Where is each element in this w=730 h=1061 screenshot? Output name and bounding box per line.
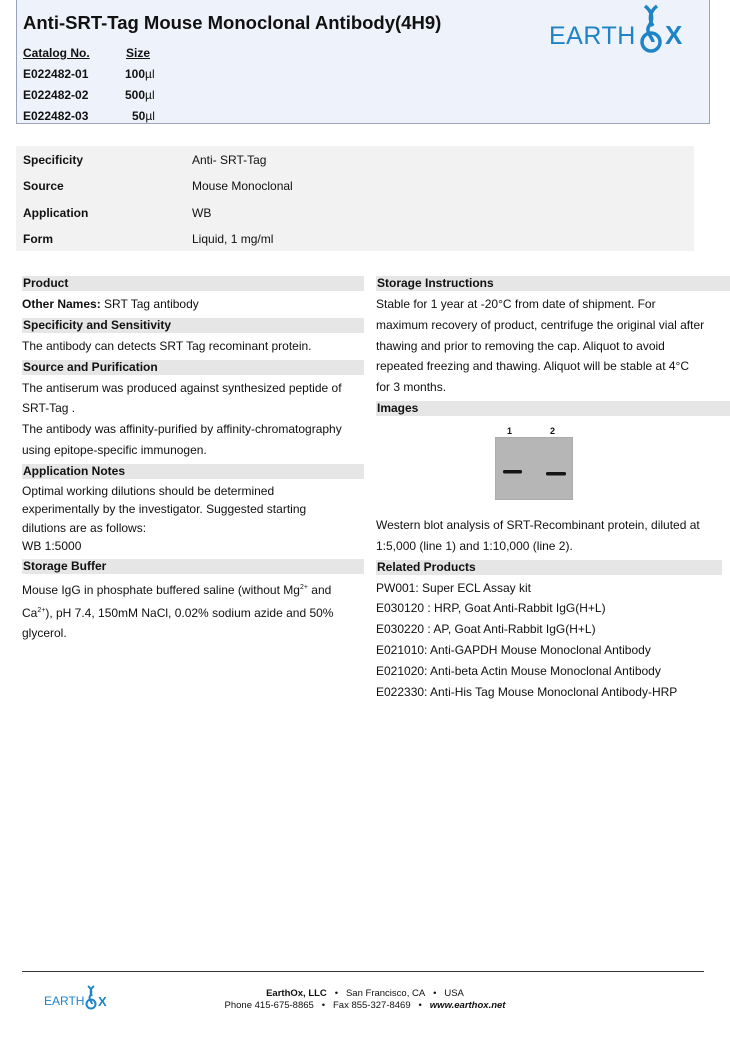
- storage-text: for 3 months.: [376, 380, 447, 395]
- section-title-storage: Storage Instructions: [376, 276, 730, 291]
- section-title-source: Source and Purification: [22, 360, 364, 375]
- image-caption: Western blot analysis of SRT-Recombinant protein, diluted at: [376, 517, 700, 532]
- related-product: E022330: Anti-His Tag Mouse Monoclonal Antibody-HRP: [376, 684, 678, 699]
- section-title-product: Product: [22, 276, 364, 291]
- size-value: 100µl: [125, 67, 155, 81]
- buffer-text: $Ca^{2+}$), pH 7.4, 150mM NaCl, 0.02% sodium azide and 50%: [22, 605, 334, 620]
- catalog-number: E022482-01: [23, 67, 89, 81]
- related-product: E030220 : AP, Goat Anti-Rabbit IgG(H+L): [376, 622, 596, 637]
- specificity-text: The antibody can detects SRT Tag recominant protein.: [22, 338, 312, 353]
- catalog-number: E022482-03: [23, 109, 89, 123]
- source-text: The antiserum was produced against synthesized peptide of: [22, 380, 342, 395]
- product-header: [16, 0, 710, 124]
- application-note-line: Optimal working dilutions should be determined: [22, 483, 275, 498]
- section-title-buffer: Storage Buffer: [22, 559, 364, 574]
- spec-label: Application: [23, 206, 89, 220]
- storage-text: maximum recovery of product, centrifuge the original vial after: [376, 317, 705, 332]
- earthox-logo: [549, 2, 699, 58]
- related-product: PW001: Super ECL Assay kit: [376, 580, 531, 595]
- spec-value: Mouse Monoclonal: [192, 179, 293, 193]
- right-column: [376, 273, 730, 702]
- svg-text:EARTH: EARTH: [549, 22, 636, 50]
- catalog-number: E022482-02: [23, 88, 89, 102]
- source-text: using epitope-specific immunogen.: [22, 442, 207, 457]
- spec-label: Source: [23, 179, 64, 193]
- svg-text:X: X: [665, 20, 683, 50]
- spec-label: Specificity: [23, 153, 84, 167]
- image-caption: 1:5,000 (line 1) and 1:10,000 (line 2).: [376, 538, 573, 553]
- footer-address: EarthOx, LLC • San Francisco, CA • USA: [266, 988, 464, 999]
- western-blot-figure: [376, 419, 730, 515]
- size-value: 500µl: [125, 88, 155, 102]
- lane-label: 2: [550, 425, 556, 436]
- other-names: Other Names: SRT Tag antibody: [22, 297, 199, 311]
- application-note-line: experimentally by the investigator. Suggested starting: [22, 502, 307, 517]
- website-link[interactable]: www.earthox.net: [429, 1000, 506, 1011]
- spec-value: WB: [192, 206, 212, 220]
- catalog-header: Catalog No.: [23, 46, 90, 60]
- source-text: SRT-Tag .: [22, 401, 76, 416]
- buffer-text: glycerol.: [22, 626, 67, 641]
- source-text: The antibody was affinity-purified by affinity-chromatography: [22, 422, 342, 437]
- spec-value: Liquid, 1 mg/ml: [192, 232, 274, 246]
- spec-value: Anti- SRT-Tag: [192, 153, 267, 167]
- related-product: E021010: Anti-GAPDH Mouse Monoclonal Antibody: [376, 642, 651, 657]
- svg-text:EARTH: EARTH: [44, 994, 85, 1008]
- size-header: Size: [126, 46, 151, 60]
- lane-label: 1: [507, 425, 513, 436]
- storage-text: repeated freezing and thawing. Aliquot will be stable at 4°C: [376, 359, 689, 374]
- application-note-line: WB 1:5000: [22, 539, 82, 554]
- section-title-related: Related Products: [376, 560, 722, 575]
- blot-image: [495, 437, 573, 500]
- section-title-images: Images: [376, 401, 730, 416]
- section-title-application: Application Notes: [22, 464, 364, 479]
- svg-text:X: X: [98, 994, 107, 1009]
- related-product: E021020: Anti-beta Actin Mouse Monoclonal Antibody: [376, 663, 661, 678]
- application-note-line: dilutions are as follows:: [22, 520, 147, 535]
- buffer-text: Mouse IgG in phosphate buffered saline (without $Mg^{2+}$ and: [22, 582, 332, 597]
- left-column: [22, 273, 364, 644]
- application-notes: [22, 482, 364, 556]
- size-value: 50µl: [132, 109, 155, 123]
- footer-logo: [44, 984, 114, 1012]
- footer-divider: [22, 971, 704, 972]
- page-title: Anti-SRT-Tag Mouse Monoclonal Antibody(4H9): [23, 12, 442, 33]
- footer-contact: Phone 415-675-8865 • Fax 855-327-8469 • www.earthox.net: [224, 1000, 506, 1011]
- related-product: E030120 : HRP, Goat Anti-Rabbit IgG(H+L): [376, 601, 606, 616]
- storage-text: Stable for 1 year at -20°C from date of shipment. For: [376, 297, 656, 311]
- spec-label: Form: [23, 232, 53, 246]
- storage-text: thawing and prior to removing the cap. Aliquot to avoid: [376, 338, 665, 353]
- section-title-specificity: Specificity and Sensitivity: [22, 318, 364, 333]
- spec-summary: [16, 146, 694, 251]
